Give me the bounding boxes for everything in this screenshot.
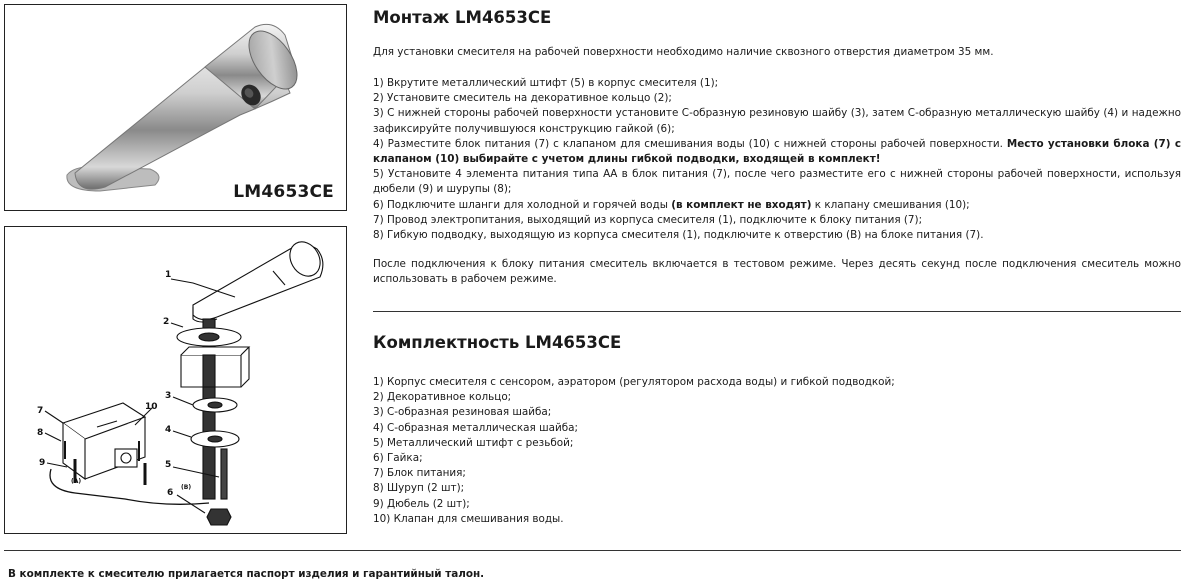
footer-note: В комплекте к смесителю прилагается паспорт изделия и гарантийный талон. (8, 568, 485, 580)
install-step-text: 1) Вкрутите металлический штифт (5) в корпус смесителя (1); (373, 77, 719, 89)
install-step-warning: Место установки блока (7) с клапаном (10) выбирайте с учетом длины гибкой подводки, входящей в комплект! (373, 137, 1181, 166)
install-step-text: 3) С нижней стороны рабочей поверхности установите С-образную резиновую шайбу (3), затем С-образную металлическую шайбу (4) и надежно зафиксируйте получившуюся конструкцию гайкой (6); (373, 107, 1181, 135)
install-step-text: 8) Гибкую подводку, выходящую из корпуса смесителя (1), подключите к отверстию (B) на блоке питания (7). (373, 229, 984, 242)
kit-item: 5) Металлический штифт с резьбой; (373, 436, 574, 449)
install-intro (373, 45, 1181, 60)
callout-2: 2 (163, 317, 170, 327)
callout-10: 10 (145, 402, 158, 412)
kit-item: 9) Дюбель (2 шт); (373, 497, 470, 510)
callout-b: (B) (181, 484, 192, 491)
product-photo-frame (4, 4, 347, 211)
install-step (373, 228, 1181, 243)
callout-7: 7 (37, 406, 44, 416)
kit-item: 2) Декоративное кольцо; (373, 391, 512, 404)
section-divider (373, 311, 1181, 312)
callout-9: 9 (39, 458, 46, 468)
install-step-text-after: к клапану смешивания (10); (811, 198, 970, 211)
install-step-text: 7) Провод электропитания, выходящий из корпуса смесителя (1), подключите к блоку питания (7); (373, 213, 923, 226)
kit-item: 3) С-образная резиновая шайба; (373, 406, 552, 419)
nut-part (207, 509, 231, 525)
install-after-text: После подключения к блоку питания смеситель включается в тестовом режиме. Через десять секунд после подключения смеситель можно использовать в рабочем режиме. (373, 258, 1181, 286)
installation-diagram-frame (4, 226, 347, 534)
callout-5: 5 (165, 460, 172, 470)
callout-8: 8 (37, 428, 44, 438)
footer-divider (4, 550, 1181, 551)
install-step (373, 167, 1181, 197)
install-step (373, 137, 1181, 167)
install-step-text: 5) Установите 4 элемента питания типа АА в блок питания (7), после чего разместите его с нижней стороны рабочей поверхности, используя дюбели (9) и шурупы (8); (373, 168, 1181, 196)
exploded-diagram (5, 227, 345, 532)
kit-item: 1) Корпус смесителя с сенсором, аэратором (регулятором расхода воды) и гибкой подводкой; (373, 376, 895, 388)
model-label: LM4653CE (233, 182, 334, 202)
faucet-photo (5, 5, 345, 209)
install-after (373, 257, 1181, 287)
install-steps (373, 76, 1181, 243)
callout-a: (A) (71, 478, 82, 485)
kit-item: 8) Шуруп (2 шт); (373, 482, 465, 495)
install-title: Монтаж LM4653CE (373, 8, 552, 27)
callout-6: 6 (167, 488, 174, 498)
kit-list (373, 375, 1181, 527)
install-step-text: 4) Разместите блок питания (7) с клапаном для смешивания воды (10) с нижней стороны рабочей поверхности. (373, 137, 1007, 150)
callout-4: 4 (165, 425, 172, 435)
kit-item: 10) Клапан для смешивания воды. (373, 512, 564, 525)
install-step (373, 106, 1181, 136)
install-step (373, 213, 1181, 228)
callout-1: 1 (165, 270, 172, 280)
kit-item: 4) С-образная металлическая шайба; (373, 421, 578, 434)
install-step-text: 2) Установите смеситель на декоративное кольцо (2); (373, 92, 672, 105)
callout-3: 3 (165, 391, 172, 401)
threaded-pin-part (221, 449, 227, 499)
install-intro-text: Для установки смесителя на рабочей поверхности необходимо наличие сквозного отверстия диаметром 35 мм. (373, 46, 994, 58)
kit-item: 6) Гайка; (373, 452, 423, 465)
install-step (373, 198, 1181, 213)
install-step-text: 6) Подключите шланги для холодной и горячей воды (373, 198, 672, 211)
install-step-note: (в комплект не входят) (671, 198, 812, 211)
install-step (373, 91, 1181, 106)
kit-item: 7) Блок питания; (373, 467, 466, 480)
kit-title: Комплектность LM4653CE (373, 333, 622, 352)
install-step (373, 76, 1181, 91)
